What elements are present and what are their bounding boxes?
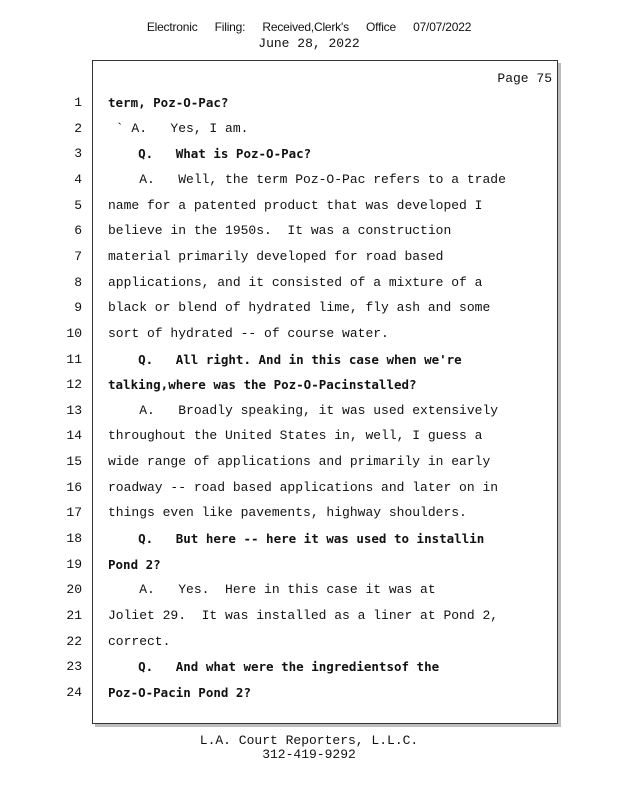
line-text: Q. And what were the ingredientsof the: [108, 659, 440, 675]
line-number: 1: [74, 95, 82, 110]
line-number: 9: [74, 300, 82, 316]
line-text: roadway -- road based applications and later on in: [108, 479, 499, 495]
transcript-line: [0, 351, 618, 376]
line-number: 13: [66, 402, 82, 418]
page-number: Page 75: [497, 71, 552, 86]
line-number: 14: [66, 428, 82, 444]
line-number: 7: [74, 248, 82, 264]
transcript-line: [0, 684, 618, 709]
transcript-line: [0, 376, 618, 401]
transcript-line: [0, 427, 618, 452]
transcript-line: [0, 453, 618, 478]
transcript-line: [0, 222, 618, 247]
line-number: 3: [74, 146, 82, 162]
line-text: wide range of applications and primarily in early: [108, 454, 491, 470]
line-number: 16: [66, 479, 82, 495]
line-text: A. Yes. Here in this case it was at: [108, 582, 436, 598]
line-number: 10: [66, 325, 82, 341]
transcript-line: [0, 556, 618, 581]
line-number: 24: [66, 684, 82, 700]
header-date-filed: 07/07/2022: [413, 20, 472, 34]
line-text: Q. What is Poz-O-Pac?: [108, 146, 312, 162]
line-text: Poz-O-Pacin Pond 2?: [108, 684, 251, 700]
header-received: Received,Clerk's: [262, 20, 349, 34]
line-text: applications, and it consisted of a mixture of a: [108, 274, 483, 290]
transcript-line: [0, 197, 618, 222]
transcript-line: [0, 248, 618, 273]
transcript-line: [0, 299, 618, 324]
transcript-line: [0, 581, 618, 606]
transcript-line: [0, 479, 618, 504]
line-number: 8: [74, 274, 82, 290]
transcript-line: [0, 120, 618, 145]
line-text: black or blend of hydrated lime, fly ash and some: [108, 300, 491, 316]
line-text: things even like pavements, highway shoulders.: [108, 505, 467, 521]
line-number: 2: [74, 120, 82, 136]
line-number: 17: [66, 505, 82, 521]
line-text: throughout the United States in, well, I guess a: [108, 428, 483, 444]
line-text: talking,where was the Poz-O-Pacinstalled?: [108, 377, 417, 393]
transcript-line: [0, 145, 618, 170]
transcript-line: [0, 171, 618, 196]
line-number: 11: [66, 351, 82, 367]
line-text: Pond 2?: [108, 556, 161, 572]
line-text: sort of hydrated -- of course water.: [108, 325, 389, 341]
line-number: 20: [66, 582, 82, 598]
line-number: 5: [74, 197, 82, 213]
line-number: 19: [66, 556, 82, 572]
line-text: A. Well, the term Poz-O-Pac refers to a trade: [108, 171, 506, 187]
line-number: 22: [66, 633, 82, 649]
line-number: 21: [66, 608, 82, 623]
transcript-line: [0, 607, 618, 632]
footer-company: L.A. Court Reporters, L.L.C.: [199, 733, 419, 748]
line-number: 15: [66, 454, 82, 470]
line-number: 6: [74, 223, 82, 239]
line-text: Q. But here -- here it was used to installin: [108, 531, 485, 547]
line-text: believe in the 1950s. It was a construction: [108, 223, 452, 239]
header-filing: Filing:: [214, 20, 246, 34]
transcript-line: [0, 274, 618, 299]
transcript-line: [0, 325, 618, 350]
transcript-line: [0, 94, 618, 119]
transcript-line: [0, 658, 618, 683]
line-number: 12: [66, 377, 82, 393]
footer-phone: 312-419-9292: [262, 747, 356, 762]
transcript-line: [0, 504, 618, 529]
line-text: material primarily developed for road based: [108, 248, 444, 264]
efiling-header: [0, 20, 618, 34]
line-text: name for a patented product that was developed I: [108, 197, 483, 213]
line-text: term, Poz-O-Pac?: [108, 95, 229, 110]
line-text: correct.: [108, 633, 171, 649]
deposition-date: June 28, 2022: [258, 36, 360, 51]
line-text: ` A. Yes, I am.: [108, 120, 249, 136]
transcript-line: [0, 402, 618, 427]
header-electronic: Electronic: [146, 20, 198, 34]
transcript-line: [0, 530, 618, 555]
line-number: 18: [66, 531, 82, 547]
header-office: Office: [366, 20, 396, 34]
line-number: 4: [74, 171, 82, 187]
line-number: 23: [66, 659, 82, 675]
line-text: A. Broadly speaking, it was used extensively: [108, 402, 499, 418]
line-text: Joliet 29. It was installed as a liner at Pond 2,: [108, 608, 499, 623]
line-text: Q. All right. And in this case when we're: [108, 351, 462, 367]
transcript-line: [0, 633, 618, 658]
